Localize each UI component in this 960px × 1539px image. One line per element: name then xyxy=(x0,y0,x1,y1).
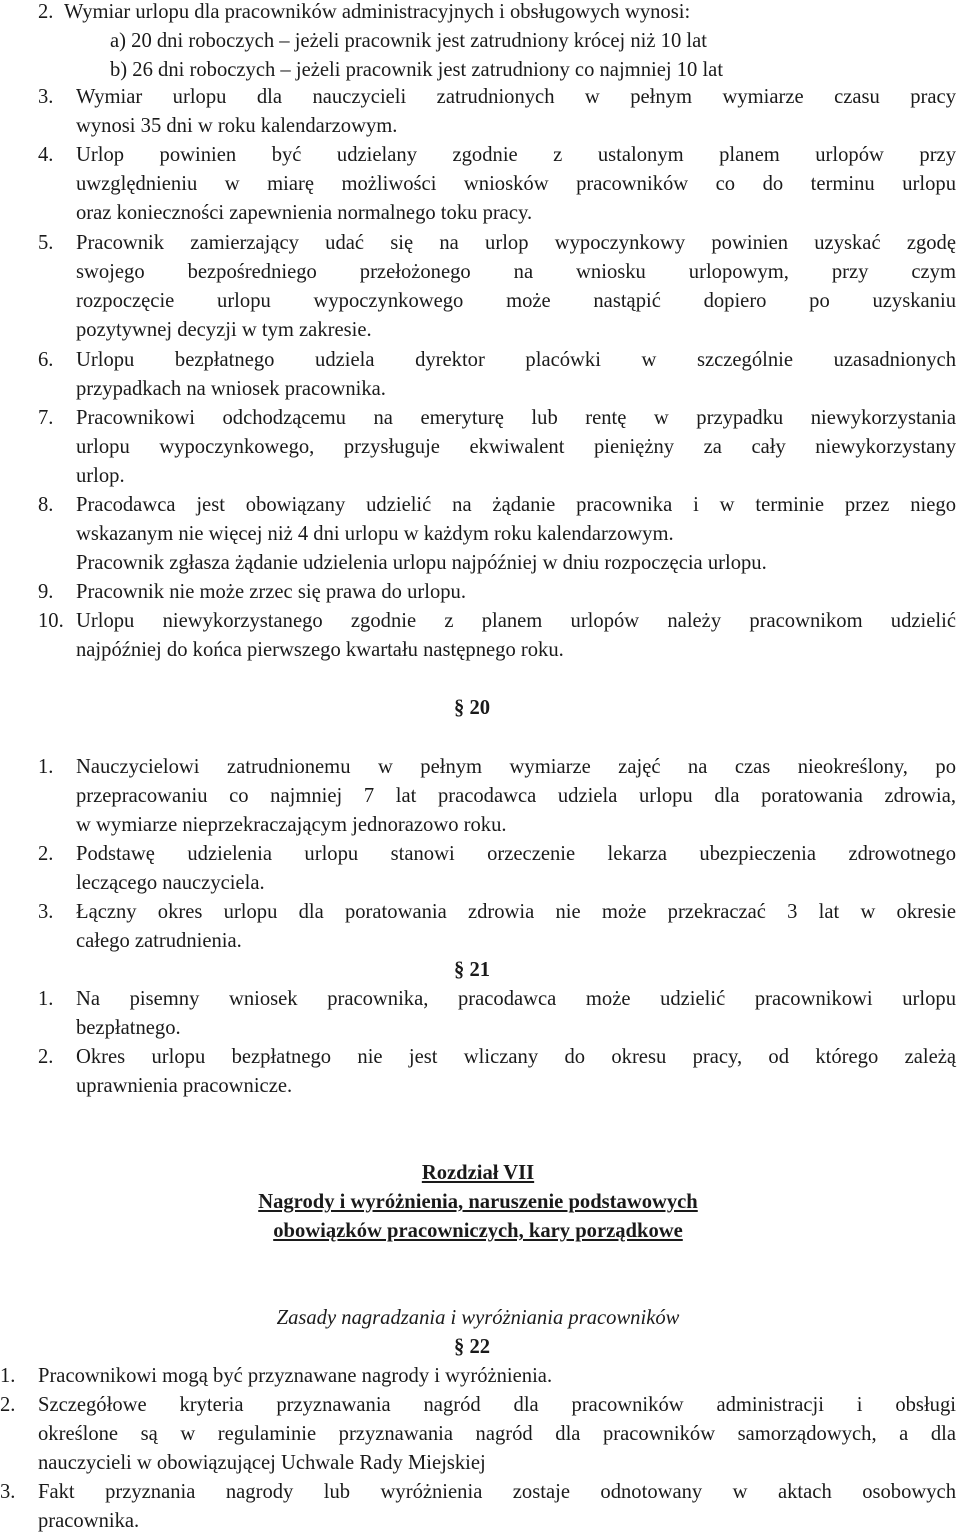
paragraph-line: całego zatrudnienia. xyxy=(76,930,242,952)
paragraph-number: 2. xyxy=(38,843,54,865)
paragraph-5 xyxy=(38,229,956,345)
paragraph-number: 2. xyxy=(38,1046,54,1068)
paragraph-line: leczącego nauczyciela. xyxy=(76,872,265,894)
paragraph-number: 4. xyxy=(38,144,54,166)
paragraph-line: Szczegółowe kryteria przyznawania nagród dla pracowników administracji i obsługi xyxy=(38,1394,956,1416)
paragraph-9 xyxy=(38,578,956,607)
paragraph-number: 10. xyxy=(38,610,64,632)
paragraph-line: uprawnienia pracownicze. xyxy=(76,1075,293,1097)
paragraph-line: Pracownikowi mogą być przyznawane nagrody i wyróżnienia. xyxy=(38,1365,553,1387)
paragraph-line: urlop. xyxy=(76,465,125,487)
paragraph-line: Pracodawca jest obowiązany udzielić na żądanie pracownika i w terminie przez niego xyxy=(76,494,956,516)
paragraph-number: 2. xyxy=(0,1394,16,1416)
section-heading-20: § 20 xyxy=(454,697,491,719)
paragraph-3 xyxy=(38,83,956,141)
paragraph-number: 3. xyxy=(38,86,54,108)
paragraph-number: 7. xyxy=(38,407,54,429)
paragraph-line: urlopu wypoczynkowego, przysługuje ekwiwalent pieniężny za cały niewykorzystany xyxy=(76,436,956,458)
paragraph-line: Łączny okres urlopu dla poratowania zdrowia nie może przekraczać 3 lat w okresie xyxy=(76,901,956,923)
paragraph-line: pracownika. xyxy=(38,1510,140,1532)
paragraph-line: Na pisemny wniosek pracownika, pracodawca może udzielić pracownikowi urlopu xyxy=(76,988,956,1010)
paragraph-line: Urlop powinien być udzielany zgodnie z ustalonym planem urlopów przy xyxy=(76,144,956,166)
list-item-b: b) 26 dni roboczych – jeżeli pracownik jest zatrudniony co najmniej 10 lat xyxy=(110,59,724,81)
paragraph-text: Wymiar urlopu dla pracowników administracyjnych i obsługowych wynosi: xyxy=(64,1,691,23)
s20-paragraph-1 xyxy=(38,753,956,840)
paragraph-line: Pracownikowi odchodzącemu na emeryturę lub rentę w przypadku niewykorzystania xyxy=(76,407,956,429)
paragraph-number: 8. xyxy=(38,494,54,516)
paragraph-number: 5. xyxy=(38,232,54,254)
paragraph-8 xyxy=(38,491,956,578)
section-heading-22: § 22 xyxy=(454,1336,491,1358)
paragraph-number: 9. xyxy=(38,581,54,603)
paragraph-line: oraz konieczności zapewnienia normalnego toku pracy. xyxy=(76,202,533,224)
paragraph-6 xyxy=(38,346,956,404)
s21-paragraph-1 xyxy=(38,985,956,1043)
s20-paragraph-3 xyxy=(38,898,956,956)
paragraph-line: Fakt przyznania nagrody lub wyróżnienia zostaje odnotowany w aktach osobowych xyxy=(38,1481,956,1503)
paragraph-line: nauczycieli w obowiązującej Uchwale Rady Miejskiej xyxy=(38,1452,486,1474)
paragraph-line: Wymiar urlopu dla nauczycieli zatrudnionych w pełnym wymiarze czasu pracy xyxy=(76,86,956,108)
paragraph-line: wynosi 35 dni w roku kalendarzowym. xyxy=(76,115,398,137)
rules-heading: Zasady nagradzania i wyróżniania pracowników xyxy=(276,1307,680,1329)
paragraph-number: 2. xyxy=(38,1,54,23)
s20-paragraph-2 xyxy=(38,840,956,898)
paragraph-number: 1. xyxy=(38,988,54,1010)
s22-paragraph-3 xyxy=(0,1478,956,1536)
s22-paragraph-1 xyxy=(0,1362,956,1391)
s21-paragraph-2 xyxy=(38,1043,956,1101)
paragraph-line: pozytywnej decyzji w tym zakresie. xyxy=(76,319,372,341)
paragraph-line: Pracownik zamierzający udać się na urlop wypoczynkowy powinien uzyskać zgodę xyxy=(76,232,956,254)
paragraph-line: rozpoczęcie urlopu wypoczynkowego może nastąpić dopiero po uzyskaniu xyxy=(76,290,956,312)
paragraph-line: Pracownik zgłasza żądanie udzielenia urlopu najpóźniej w dniu rozpoczęcia urlopu. xyxy=(76,552,767,574)
paragraph-number: 6. xyxy=(38,349,54,371)
chapter-subtitle-line-1: Nagrody i wyróżnienia, naruszenie podstawowych xyxy=(258,1191,698,1213)
s22-paragraph-2 xyxy=(0,1391,956,1478)
paragraph-line: uwzględnieniu w miarę możliwości wniosków pracowników co do terminu urlopu xyxy=(76,173,956,195)
paragraph-line: określone są w regulaminie przyznawania nagród dla pracowników samorządowych, a dla xyxy=(38,1423,956,1445)
paragraph-line: Pracownik nie może zrzec się prawa do urlopu. xyxy=(76,581,466,603)
paragraph-line: Urlopu bezpłatnego udziela dyrektor placówki w szczególnie uzasadnionych xyxy=(76,349,956,371)
section-heading-21: § 21 xyxy=(454,959,491,981)
paragraph-number: 3. xyxy=(38,901,54,923)
paragraph-number: 1. xyxy=(38,756,54,778)
paragraph-line: najpóźniej do końca pierwszego kwartału następnego roku. xyxy=(76,639,564,661)
paragraph-line: wskazanym nie więcej niż 4 dni urlopu w każdym roku kalendarzowym. xyxy=(76,523,674,545)
paragraph-line: Podstawę udzielenia urlopu stanowi orzeczenie lekarza ubezpieczenia zdrowotnego xyxy=(76,843,956,865)
paragraph-2 xyxy=(38,0,938,85)
paragraph-line: przepracowaniu co najmniej 7 lat pracodawca udziela urlopu dla poratowania zdrowia, xyxy=(76,785,956,807)
chapter-subtitle-line-2: obowiązków pracowniczych, kary porządkowe xyxy=(273,1220,683,1242)
chapter-title: Rozdział VII xyxy=(421,1162,535,1184)
list-item-a: a) 20 dni roboczych – jeżeli pracownik jest zatrudniony krócej niż 10 lat xyxy=(110,30,708,52)
paragraph-7 xyxy=(38,404,956,491)
paragraph-line: Nauczycielowi zatrudnionemu w pełnym wymiarze zajęć na czas nieokreślony, po xyxy=(76,756,956,778)
paragraph-number: 3. xyxy=(0,1481,16,1503)
paragraph-line: Okres urlopu bezpłatnego nie jest wliczany do okresu pracy, od którego zależą xyxy=(76,1046,956,1068)
paragraph-line: swojego bezpośredniego przełożonego na wniosku urlopowym, przy czym xyxy=(76,261,956,283)
paragraph-10 xyxy=(38,607,956,665)
paragraph-line: w wymiarze nieprzekraczającym jednorazowo roku. xyxy=(76,814,507,836)
paragraph-number: 1. xyxy=(0,1365,16,1387)
paragraph-line: przypadkach na wniosek pracownika. xyxy=(76,378,386,400)
paragraph-line: Urlopu niewykorzystanego zgodnie z planem urlopów należy pracownikom udzielić xyxy=(76,610,956,632)
paragraph-4 xyxy=(38,141,956,228)
paragraph-line: bezpłatnego. xyxy=(76,1017,181,1039)
